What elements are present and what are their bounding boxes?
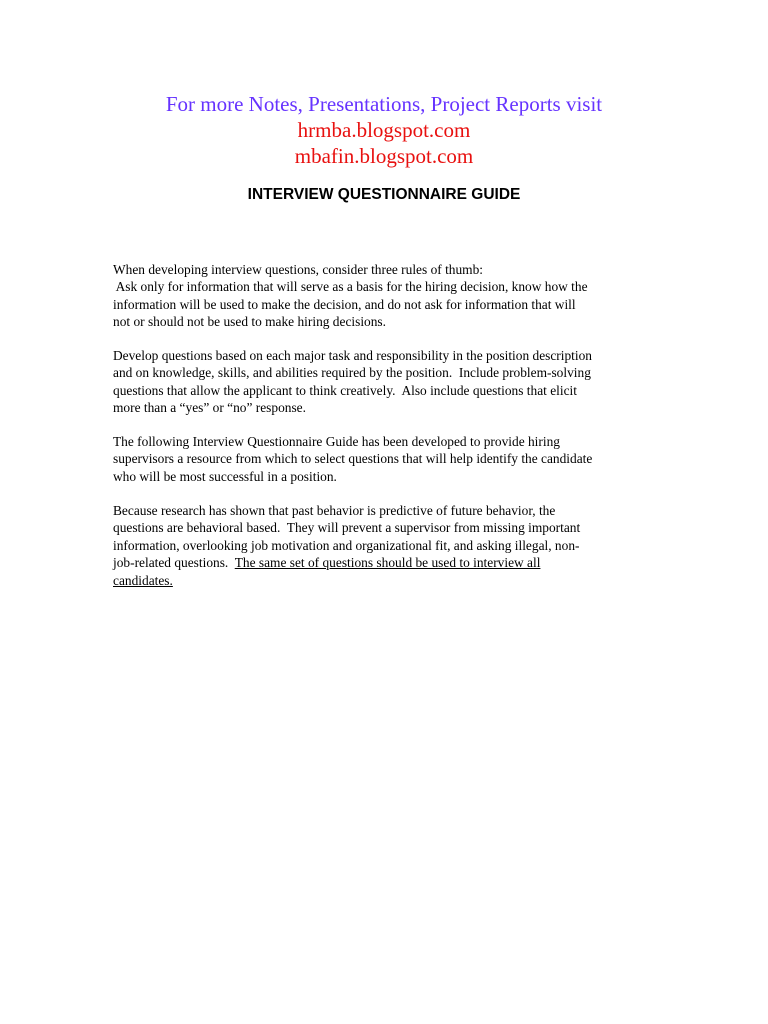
paragraph-line: The following Interview Questionnaire Guide has been developed to provide hiring — [113, 434, 560, 449]
paragraph-line: who will be most successful in a position. — [113, 468, 337, 484]
paragraph-line: information, overlooking job motivation and organizational fit, and asking illegal, non- — [113, 537, 580, 553]
paragraph-guide-purpose — [113, 433, 673, 485]
document-title: INTERVIEW QUESTIONNAIRE GUIDE — [247, 186, 521, 203]
paragraph-line: not or should not be used to make hiring decisions. — [113, 314, 386, 330]
paragraph-line: supervisors a resource from which to select questions that will help identify the candidate — [113, 451, 593, 467]
paragraph-line: questions that allow the applicant to think creatively. Also include questions that elicit — [113, 382, 577, 398]
paragraph-line — [113, 554, 673, 571]
plain-text: job-related questions. — [113, 555, 235, 571]
paragraph-line: more than a “yes” or “no” response. — [113, 400, 306, 416]
mbafin-link[interactable]: mbafin.blogspot.com — [294, 144, 474, 168]
paragraph-line — [113, 572, 673, 589]
paragraph-line: Ask only for information that will serve as a basis for the hiring decision, know how the — [113, 279, 588, 295]
paragraph-line: Because research has shown that past behavior is predictive of future behavior, the — [113, 503, 556, 518]
underlined-text: candidates. — [113, 572, 173, 588]
paragraph-rules-of-thumb — [113, 261, 673, 331]
paragraph-line: questions are behavioral based. They will prevent a supervisor from missing important — [113, 520, 581, 536]
paragraph-line: Develop questions based on each major task and responsibility in the position description — [113, 348, 592, 363]
paragraph-behavioral-questions — [113, 502, 673, 589]
paragraph-line: and on knowledge, skills, and abilities required by the position. Include problem-solving — [113, 365, 591, 381]
promo-text: For more Notes, Presentations, Project Reports visit — [165, 92, 603, 116]
paragraph-line: When developing interview questions, consider three rules of thumb: — [113, 262, 484, 277]
paragraph-develop-questions — [113, 347, 673, 417]
promo-header — [0, 91, 768, 169]
underlined-text: The same set of questions should be used to interview all — [234, 555, 541, 571]
hrmba-link[interactable]: hrmba.blogspot.com — [297, 118, 471, 142]
paragraph-line: information will be used to make the decision, and do not ask for information that will — [113, 296, 576, 312]
